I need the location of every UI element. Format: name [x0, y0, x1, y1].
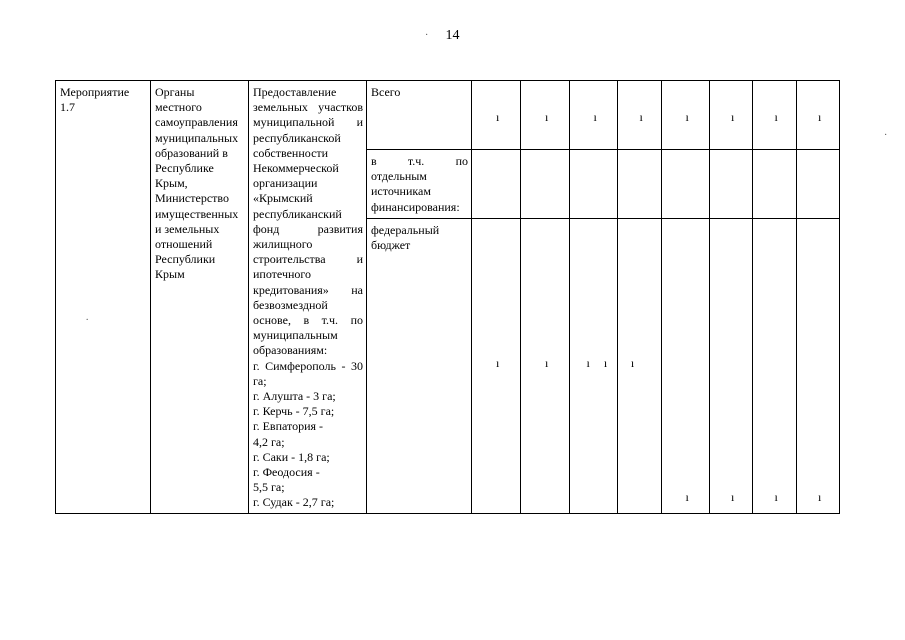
value-mark: ı — [586, 356, 590, 371]
word: земельных — [253, 100, 308, 115]
word: по — [350, 313, 363, 328]
description-line: безвозмездной — [253, 297, 328, 312]
faint-mark: · — [884, 130, 888, 141]
incl-line: финансирования: — [371, 199, 460, 214]
description-line — [253, 313, 363, 328]
executor-line: Министерство — [155, 191, 229, 206]
word: участков — [318, 100, 363, 115]
executor-line: имущественных — [155, 206, 239, 221]
description-line: г. Судак - 2,7 га; — [253, 495, 335, 510]
value-cell — [753, 150, 797, 219]
value-cell — [797, 81, 840, 150]
value-mark: ı — [774, 110, 778, 124]
table-row — [56, 81, 840, 150]
word: строительства — [253, 252, 326, 267]
description-line: собственности — [253, 145, 329, 160]
value-mark: ı — [731, 110, 735, 124]
value-cell — [753, 81, 797, 150]
description-line — [253, 100, 363, 115]
executor-line: образований в — [155, 145, 228, 160]
value-mark: ı — [818, 490, 822, 505]
word: развития — [317, 221, 363, 236]
value-cell — [753, 219, 797, 514]
description-line — [253, 222, 363, 237]
value-mark: ı — [496, 356, 500, 371]
description-line: организации — [253, 176, 318, 191]
executor-line: местного — [155, 100, 202, 115]
description-line — [253, 252, 363, 267]
word: г. — [253, 358, 260, 373]
faint-mark: · — [425, 30, 429, 41]
value-cell — [570, 219, 618, 514]
incl-line: отдельным — [371, 169, 427, 184]
description-line: Предоставление — [253, 85, 337, 99]
description-line: г. Алушта - 3 га; — [253, 389, 336, 404]
executor-line: самоуправления — [155, 115, 238, 130]
value-mark: ı — [685, 110, 689, 124]
value-mark: ı — [603, 356, 608, 371]
description-line: г. Евпатория - — [253, 419, 324, 434]
description-line: республиканский — [253, 206, 342, 221]
description-line: г. Феодосия - — [253, 465, 320, 480]
word: и — [356, 115, 363, 130]
value-cell — [618, 81, 662, 150]
executor-line: Крым, — [155, 176, 188, 191]
word: в — [303, 313, 310, 328]
word: кредитования» — [253, 282, 329, 297]
value-cell — [662, 81, 710, 150]
value-cell — [570, 81, 618, 150]
word: 30 — [350, 358, 363, 373]
incl-line: источникам — [371, 184, 431, 199]
value-cell — [570, 150, 618, 219]
description-line: 4,2 га; — [253, 434, 285, 449]
value-cell — [797, 219, 840, 514]
word: - — [341, 358, 346, 373]
word: по — [455, 154, 468, 169]
federal-line: федеральный — [371, 223, 440, 238]
value-mark: ı — [685, 490, 689, 505]
value-mark: ı — [774, 490, 778, 505]
description-cell — [249, 81, 367, 514]
description-line — [253, 115, 363, 130]
description-line: муниципальным — [253, 328, 338, 343]
description-line: Некоммерческой — [253, 161, 339, 176]
event-cell: Мероприятие 1.7 — [56, 81, 151, 514]
value-cell — [797, 150, 840, 219]
value-mark: ı — [630, 356, 635, 371]
executor-line: отношений — [155, 237, 213, 252]
word: в — [371, 154, 377, 169]
description-line: г. Керчь - 7,5 га; — [253, 404, 335, 419]
description-line — [253, 283, 363, 298]
description-line — [253, 359, 363, 374]
value-cell — [521, 219, 570, 514]
source-incl-cell — [367, 150, 472, 219]
value-mark: ı — [593, 110, 597, 124]
executor-line: Республике — [155, 161, 214, 176]
value-mark: ı — [545, 110, 549, 124]
word: основе, — [253, 313, 291, 328]
word: Симферополь — [265, 358, 336, 373]
faint-mark: · — [85, 314, 89, 326]
source-federal-cell — [367, 219, 472, 514]
value-cell — [662, 219, 710, 514]
value-cell — [521, 81, 570, 150]
value-mark: ı — [545, 356, 549, 371]
description-line: 5,5 га; — [253, 480, 285, 495]
value-mark: ı — [496, 110, 500, 124]
word: на — [351, 282, 363, 297]
description-line: республиканской — [253, 130, 341, 145]
description-line: «Крымский — [253, 191, 313, 206]
description-line: жилищного — [253, 237, 313, 252]
federal-line: бюджет — [371, 238, 411, 253]
value-cell — [710, 81, 753, 150]
value-cell — [662, 150, 710, 219]
description-line: образованиям: — [253, 343, 328, 358]
value-cell — [710, 150, 753, 219]
incl-line-first — [371, 154, 468, 169]
program-table — [55, 80, 840, 514]
executor-line: Крым — [155, 267, 185, 282]
executor-line: Органы — [155, 85, 195, 99]
description-line: г. Саки - 1,8 га; — [253, 449, 330, 464]
description-line: га; — [253, 373, 267, 388]
value-mark: ı — [639, 110, 643, 124]
value-mark: ı — [731, 490, 735, 505]
value-cell — [618, 219, 662, 514]
word: муниципальной — [253, 115, 335, 130]
value-cell — [472, 81, 521, 150]
source-total-cell: Всего — [367, 81, 472, 150]
word: фонд — [253, 221, 280, 236]
word: т.ч. — [321, 313, 339, 328]
executor-line: Республики — [155, 252, 216, 267]
value-cell — [710, 219, 753, 514]
page-number: 14 — [445, 28, 460, 43]
word: т.ч. — [407, 154, 425, 169]
executor-line: и земельных — [155, 221, 220, 236]
description-line: ипотечного — [253, 267, 312, 282]
executor-line: муниципальных — [155, 130, 239, 145]
value-cell — [521, 150, 570, 219]
value-cell — [472, 219, 521, 514]
value-cell — [618, 150, 662, 219]
value-mark: ı — [818, 110, 822, 124]
word: и — [356, 252, 363, 267]
value-cell — [472, 150, 521, 219]
